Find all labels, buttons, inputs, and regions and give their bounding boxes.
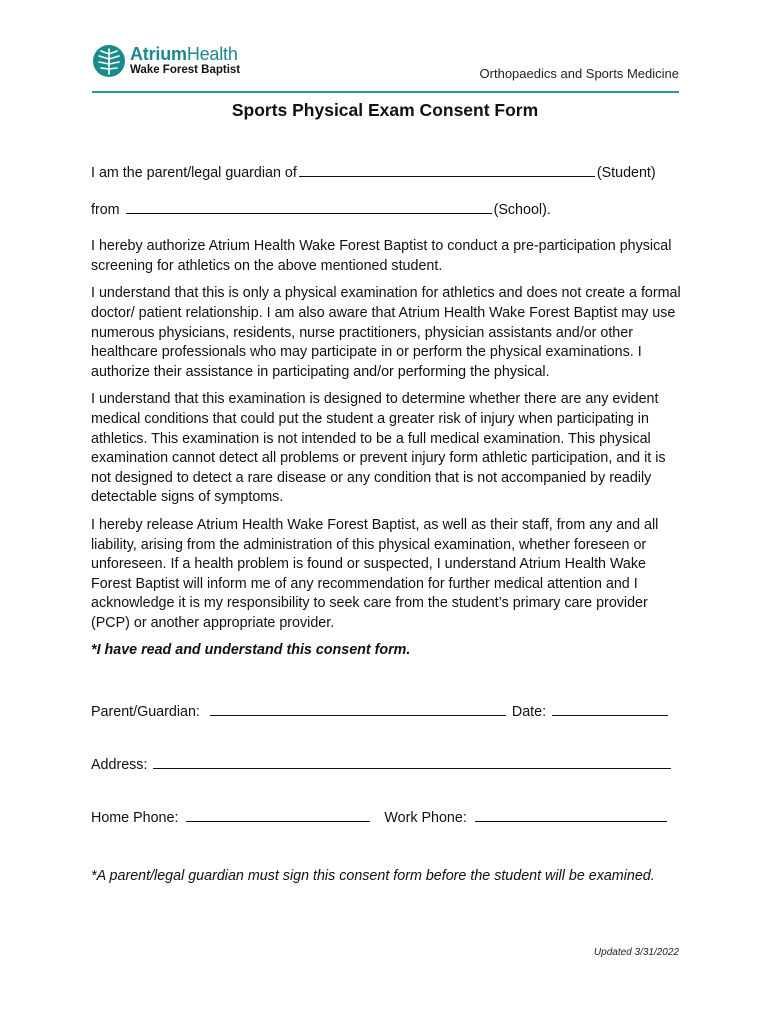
from-label: from [91, 201, 120, 218]
date-label: Date: [511, 704, 547, 721]
relationship-paragraph: I understand that this is only a physical examination for athletics and does not create a formal doctor/ patient relationship. I am also aware that Atrium Health Wake Forest Baptist may use numerous physicians, residents, nurse practitioners, physician assistants and/or other healthcare professionals who may participate in or perform the physical examinations. I authorize their assistance in participating and/or performing the physical. [91, 285, 681, 380]
student-name-blank[interactable] [299, 175, 595, 177]
examination-scope-paragraph: I understand that this examination is designed to determine whether there are any evident medical conditions that could put the student a greater risk of injury when participating in athletics. This examination is not intended to be a full medical examination. This physical examination cannot detect all problems or prevent injury form athletic participation, and it is not designed to detect a rare disease or any condition that is not accompanied by readily detectable signs of symptoms. [91, 391, 666, 506]
date-blank[interactable] [552, 714, 668, 716]
atrium-leaf-icon [92, 44, 126, 78]
logo-wordmark: AtriumHealth [130, 44, 238, 65]
school-suffix-label: (School). [493, 201, 551, 218]
work-phone-label: Work Phone: [384, 810, 467, 827]
home-phone-label: Home Phone: [91, 810, 179, 827]
header-divider [92, 91, 679, 93]
guardian-label: Parent/Guardian: [91, 704, 200, 721]
address-label: Address: [91, 756, 148, 773]
updated-date: Updated 3/31/2022 [593, 947, 679, 958]
guardian-prefix-label: I am the parent/legal guardian of [91, 165, 297, 181]
address-row [91, 756, 681, 776]
form-body [91, 164, 681, 886]
department-name: Orthopaedics and Sports Medicine [479, 66, 679, 81]
authorization-paragraph: I hereby authorize Atrium Health Wake Forest Baptist to conduct a pre-participation physical screening for athletics on the above mentioned student. [91, 238, 672, 274]
guardian-signature-row [91, 703, 681, 723]
student-row [91, 164, 681, 184]
page-title: Sports Physical Exam Consent Form [231, 100, 539, 120]
phone-row [91, 809, 681, 829]
guardian-signature-blank[interactable] [210, 714, 506, 716]
logo-subtitle: Wake Forest Baptist [130, 64, 241, 77]
signature-requirement-note: *A parent/legal guardian must sign this consent form before the student will be examined. [91, 867, 655, 884]
liability-release-paragraph: I hereby release Atrium Health Wake Forest Baptist, as well as their staff, from any and all liability, arising from the administration of this physical examination, whether foreseen or unforeseen. If a health problem is found or suspected, I understand Atrium Health Wake Forest Baptist will inform me of any recommendation for further medical attention and I acknowledge it is my responsibility to seek care from the student’s primary care provider (PCP) or another appropriate provider. [91, 516, 659, 631]
home-phone-blank[interactable] [186, 820, 370, 822]
acknowledgement-statement: *I have read and understand this consent form. [91, 642, 411, 659]
work-phone-blank[interactable] [475, 820, 667, 822]
address-blank[interactable] [153, 767, 671, 769]
school-name-blank[interactable] [126, 212, 492, 214]
atrium-health-logo [92, 44, 240, 78]
student-suffix-label: (Student) [596, 165, 656, 181]
school-row [91, 201, 681, 221]
